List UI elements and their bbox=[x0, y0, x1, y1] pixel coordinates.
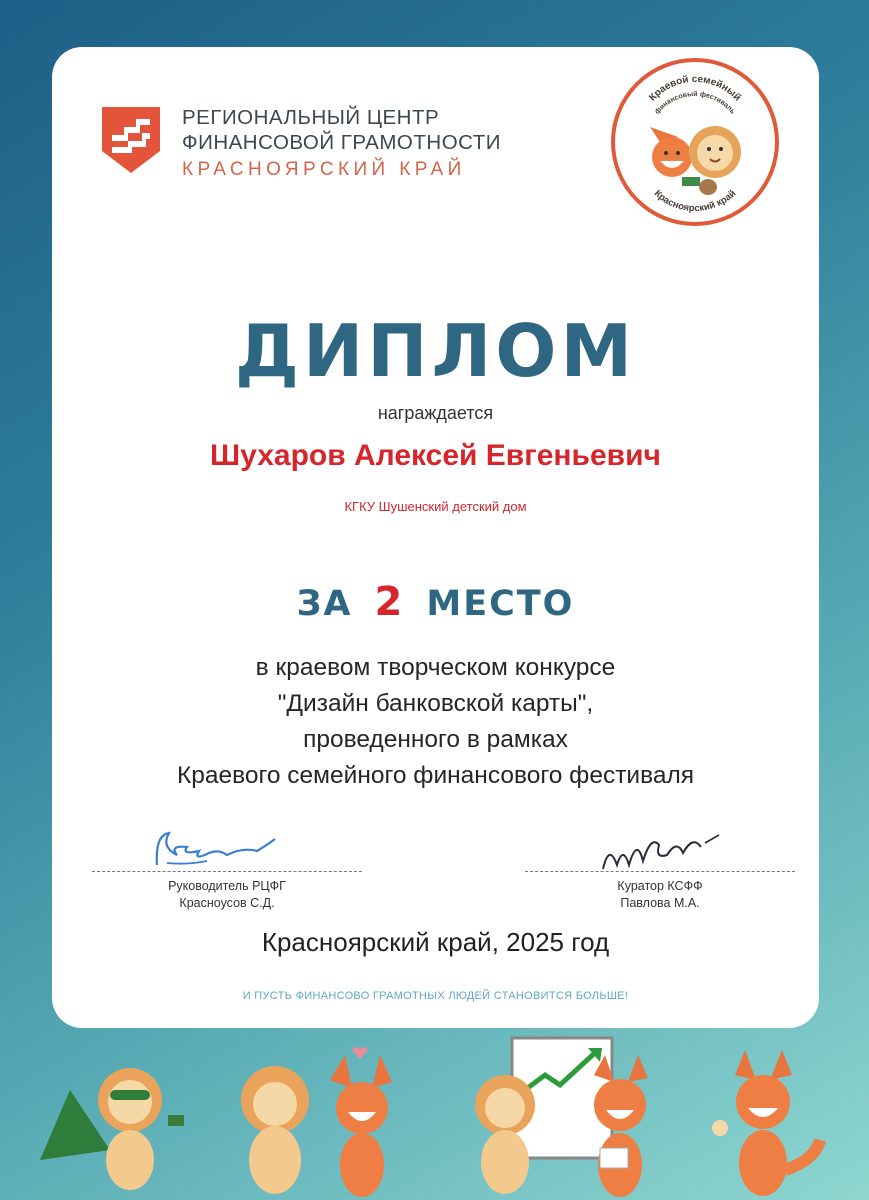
location-year: Красноярский край, 2025 год bbox=[261, 927, 610, 957]
badge-text-middle: финансовый фестиваль bbox=[653, 90, 737, 116]
place-number: 2 bbox=[374, 579, 405, 625]
signature-right-icon bbox=[597, 825, 727, 875]
signer-name: Красноусов С.Д. bbox=[179, 896, 275, 910]
org-region: КРАСНОЯРСКИЙ КРАЙ bbox=[182, 159, 466, 180]
awarded-text: награждается bbox=[377, 403, 494, 423]
signature-left bbox=[92, 871, 362, 912]
recipient-name: Шухаров Алексей Евгеньевич bbox=[210, 439, 661, 472]
signer-role: Руководитель РЦФГ bbox=[168, 879, 286, 893]
festival-badge-icon bbox=[610, 57, 780, 227]
diploma-title: ДИПЛОМ bbox=[234, 309, 637, 393]
signature-left-icon bbox=[147, 825, 287, 875]
award-description bbox=[52, 650, 819, 794]
description-line: Краевого семейного финансового фестиваля bbox=[176, 762, 695, 789]
signature-right bbox=[525, 871, 795, 912]
rcfg-logo-icon bbox=[102, 107, 160, 173]
slogan: И ПУСТЬ ФИНАНСОВО ГРАМОТНЫХ ЛЮДЕЙ СТАНОВИТСЯ БОЛЬШЕ! bbox=[242, 990, 629, 1002]
place-prefix: ЗА bbox=[296, 584, 353, 624]
diploma-card bbox=[52, 47, 819, 1028]
description-line: "Дизайн банковской карты", bbox=[277, 690, 594, 717]
description-line: в краевом творческом конкурсе bbox=[255, 654, 616, 681]
place-suffix: МЕСТО bbox=[426, 584, 575, 624]
signer-name: Павлова М.А. bbox=[620, 896, 700, 910]
recipient-organization: КГКУ Шушенский детский дом bbox=[344, 499, 527, 514]
place-award bbox=[52, 579, 819, 625]
description-line: проведенного в рамках bbox=[303, 726, 568, 753]
badge-text-bottom: Красноярский край bbox=[651, 188, 739, 215]
badge-text-top: Краевой семейный bbox=[647, 73, 743, 104]
mascots-illustration-icon bbox=[0, 1030, 869, 1200]
org-name-line1: РЕГИОНАЛЬНЫЙ ЦЕНТР bbox=[182, 106, 440, 129]
signature-line bbox=[525, 871, 795, 872]
org-name-line2: ФИНАНСОВОЙ ГРАМОТНОСТИ bbox=[182, 131, 502, 154]
org-logo-text bbox=[182, 105, 501, 183]
signer-role: Куратор КСФФ bbox=[617, 879, 703, 893]
signature-line bbox=[92, 871, 362, 872]
